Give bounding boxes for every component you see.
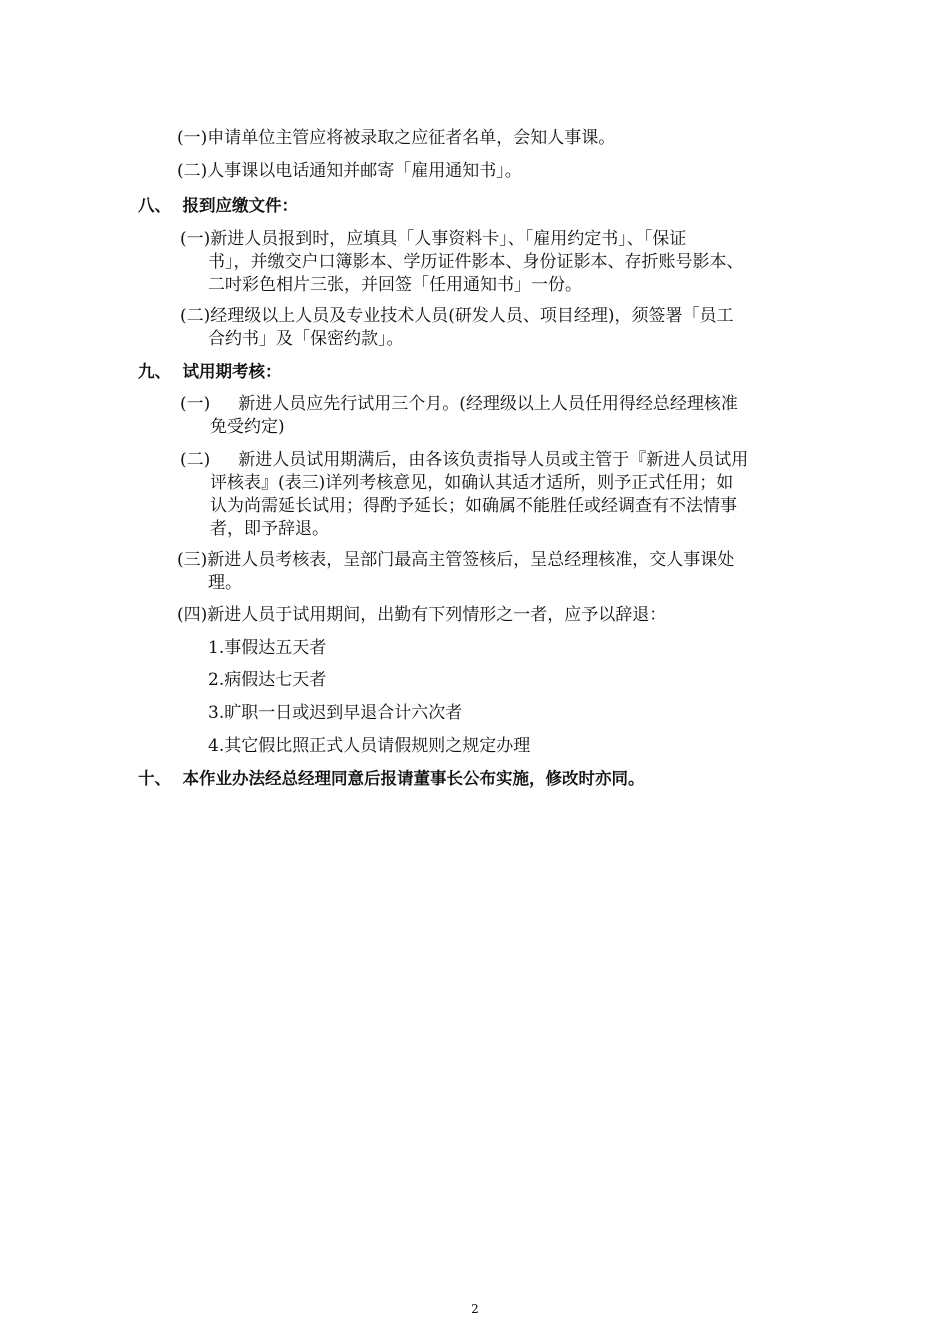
page-number: 2 <box>471 1302 479 1316</box>
s9-sub-item-4: 4.其它假比照正式人员请假规则之规定办理 <box>208 736 531 756</box>
s9-item-1-line-2: 免受约定) <box>210 417 285 437</box>
section-10-heading <box>138 767 645 790</box>
item-number: (一) <box>180 394 211 414</box>
item-text: 新进人员报到时，应填具「人事资料卡」、「雇用约定书」、「保证 <box>210 229 687 249</box>
item-number: (一) <box>180 229 211 249</box>
s9-item-4 <box>177 604 666 627</box>
section-9-heading <box>138 360 282 383</box>
s9-item-2-line-2: 评核表』(表三)详列考核意见，如确认其适才适所，则予正式任用；如 <box>210 473 734 493</box>
s9-item-1-line-1 <box>180 393 738 416</box>
heading-number: 八、 <box>138 196 171 215</box>
item-text: 新进人员于试用期间，出勤有下列情形之一者，应予以辞退： <box>207 605 667 625</box>
item-text: 新进人员考核表，呈部门最高主管签核后，呈总经理核准，交人事课处 <box>207 550 735 570</box>
item-text: 人事课以电话通知并邮寄「雇用通知书」。 <box>207 161 522 181</box>
item-text: 新进人员试用期满后，由各该负责指导人员或主管于『新进人员试用 <box>238 450 749 470</box>
item-number: (四) <box>177 605 208 625</box>
s9-item-2-line-1 <box>180 449 748 472</box>
item-number: (二) <box>177 161 208 181</box>
s8-item-1-line-1 <box>180 228 686 251</box>
item-number: (二) <box>180 450 211 470</box>
s8-item-1-line-3: 二吋彩色相片三张，并回签「任用通知书」一份。 <box>208 275 582 295</box>
heading-number: 九、 <box>138 362 171 381</box>
item-text: 经理级以上人员及专业技术人员(研发人员、项目经理)，须签署「员工 <box>210 306 734 326</box>
item-number: (二) <box>180 306 211 326</box>
item-text: 申请单位主管应将被录取之应征者名单，会知人事课。 <box>207 128 616 148</box>
heading-number: 十、 <box>138 769 171 788</box>
heading-text: 本作业办法经总经理同意后报请董事长公布实施，修改时亦同。 <box>182 769 645 788</box>
s9-item-2-line-4: 者，即予辞退。 <box>210 519 329 539</box>
s9-item-3-line-1 <box>177 549 734 572</box>
item-number: (一) <box>177 128 208 148</box>
s9-item-3-line-2: 理。 <box>208 573 242 593</box>
s8-item-2-line-2: 合约书」及「保密约款」。 <box>208 329 404 349</box>
s9-item-2-line-3: 认为尚需延长试用；得酌予延长；如确属不能胜任或经调查有不法情事 <box>210 496 737 516</box>
heading-text: 试用期考核： <box>182 362 282 381</box>
s8-item-2-line-1 <box>180 305 734 328</box>
s9-sub-item-2: 2.病假达七天者 <box>208 670 327 690</box>
heading-text: 报到应缴文件： <box>182 196 298 215</box>
section-8-heading <box>138 194 298 217</box>
s9-sub-item-3: 3.旷职一日或迟到早退合计六次者 <box>208 703 463 723</box>
s8-item-1-line-2: 书」，并缴交户口簿影本、学历证件影本、身份证影本、存折账号影本、 <box>208 252 744 272</box>
item-number: (三) <box>177 550 208 570</box>
s9-sub-item-1: 1.事假达五天者 <box>208 638 327 658</box>
s7-item-1 <box>177 127 615 150</box>
item-text: 新进人员应先行试用三个月。(经理级以上人员任用得经总经理核准 <box>238 394 738 414</box>
s7-item-2 <box>177 160 522 183</box>
